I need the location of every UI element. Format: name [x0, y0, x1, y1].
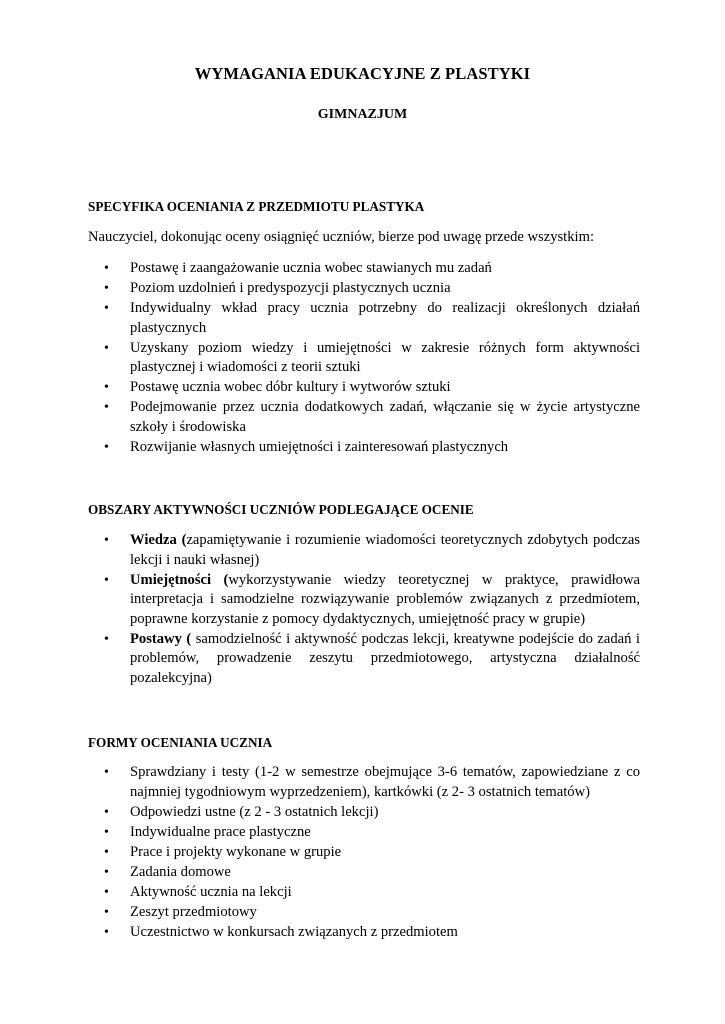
list-item: • Sprawdziany i testy (1-2 w semestrze obejmujące 3-6 tematów, zapowiedziane z co najmniej tygodniowym wyprzedzeniem), kartkówki (z 2- 3 ostatnich tematów): [104, 764, 640, 800]
list-item: • Indywidualne prace plastyczne: [88, 823, 640, 843]
bullet-icon: •: [104, 844, 109, 860]
bullet-icon: •: [104, 533, 109, 548]
list-item: • Postawę i zaangażowanie ucznia wobec stawianych mu zadań: [88, 259, 640, 279]
bullet-icon: •: [104, 864, 109, 880]
section-heading-obszary: OBSZARY AKTYWNOŚCI UCZNIÓW PODLEGAJĄCE OCENIE: [88, 502, 474, 517]
bullet-icon: •: [104, 380, 109, 395]
obszary-list: [88, 531, 640, 689]
list-item: • Aktywność ucznia na lekcji: [88, 883, 640, 903]
term-label: Postawy (: [130, 630, 192, 647]
bullet-icon: •: [104, 804, 109, 820]
formy-list: [88, 763, 640, 943]
list-item: • Odpowiedzi ustne (z 2 - 3 ostatnich lekcji): [88, 803, 640, 823]
list-item: • Poziom uzdolnień i predyspozycji plastycznych ucznia: [88, 279, 640, 299]
bullet-icon: •: [104, 824, 109, 840]
bullet-icon: •: [104, 439, 109, 455]
section-heading-formy: FORMY OCENIANIA UCZNIA: [88, 735, 273, 750]
bullet-icon: •: [104, 924, 109, 940]
bullet-icon: •: [104, 765, 109, 780]
bullet-icon: •: [104, 631, 109, 647]
list-item: • Prace i projekty wykonane w grupie: [88, 843, 640, 863]
bullet-icon: •: [104, 400, 109, 415]
document-subtitle: GIMNAZJUM: [317, 107, 408, 122]
list-item: • Postawy ( samodzielność i aktywność podczas lekcji, kreatywne podejście do zadań i problemów, prowadzenie zeszytu przedmiotowego, artystyczna działalność pozalekcyjna): [104, 630, 640, 686]
list-item: • Umiejętności (wykorzystywanie wiedzy teoretycznej w praktyce, prawidłowa interpretacja i samodzielne rozwiązywanie problemów związanych z przedmiotem, poprawne korzystanie z pomocy dydaktycznych, umiejętność pracy w grupie): [104, 571, 640, 627]
bullet-icon: •: [104, 904, 109, 920]
list-item: • Podejmowanie przez ucznia dodatkowych zadań, włączanie się w życie artystyczne szkoły i środowiska: [104, 399, 640, 435]
list-item: • Uzyskany poziom wiedzy i umiejętności w zakresie różnych form aktywności plastycznej i wiadomości z teorii sztuki: [104, 339, 640, 375]
bullet-icon: •: [104, 301, 109, 316]
document-title: WYMAGANIA EDUKACYJNE Z PLASTYKI: [194, 64, 531, 83]
list-item: • Postawę ucznia wobec dóbr kultury i wytworów sztuki: [88, 378, 640, 398]
list-item: • Rozwijanie własnych umiejętności i zainteresowań plastycznych: [88, 438, 640, 458]
list-item: • Uczestnictwo w konkursach związanych z przedmiotem: [88, 923, 640, 943]
list-item: • Wiedza (zapamiętywanie i rozumienie wiadomości teoretycznych zdobytych podczas lekcji i nauki własnej): [104, 532, 640, 568]
term-label: Umiejętności (: [130, 571, 229, 588]
list-item: • Indywidualny wkład pracy ucznia potrzebny do realizacji określonych działań plastycznych: [104, 300, 640, 336]
bullet-icon: •: [104, 884, 109, 900]
bullet-icon: •: [104, 261, 109, 276]
bullet-icon: •: [104, 281, 109, 296]
term-label: Wiedza (: [130, 532, 187, 548]
section-intro: Nauczyciel, dokonując oceny osiągnięć uczniów, bierze pod uwagę przede wszystkim:: [88, 229, 594, 245]
specyfika-list: [88, 259, 640, 458]
list-item: • Zadania domowe: [88, 863, 640, 883]
bullet-icon: •: [104, 340, 109, 356]
bullet-icon: •: [104, 572, 109, 588]
list-item: • Zeszyt przedmiotowy: [88, 903, 640, 923]
section-heading-specyfika: SPECYFIKA OCENIANIA Z PRZEDMIOTU PLASTYKA: [88, 199, 425, 214]
